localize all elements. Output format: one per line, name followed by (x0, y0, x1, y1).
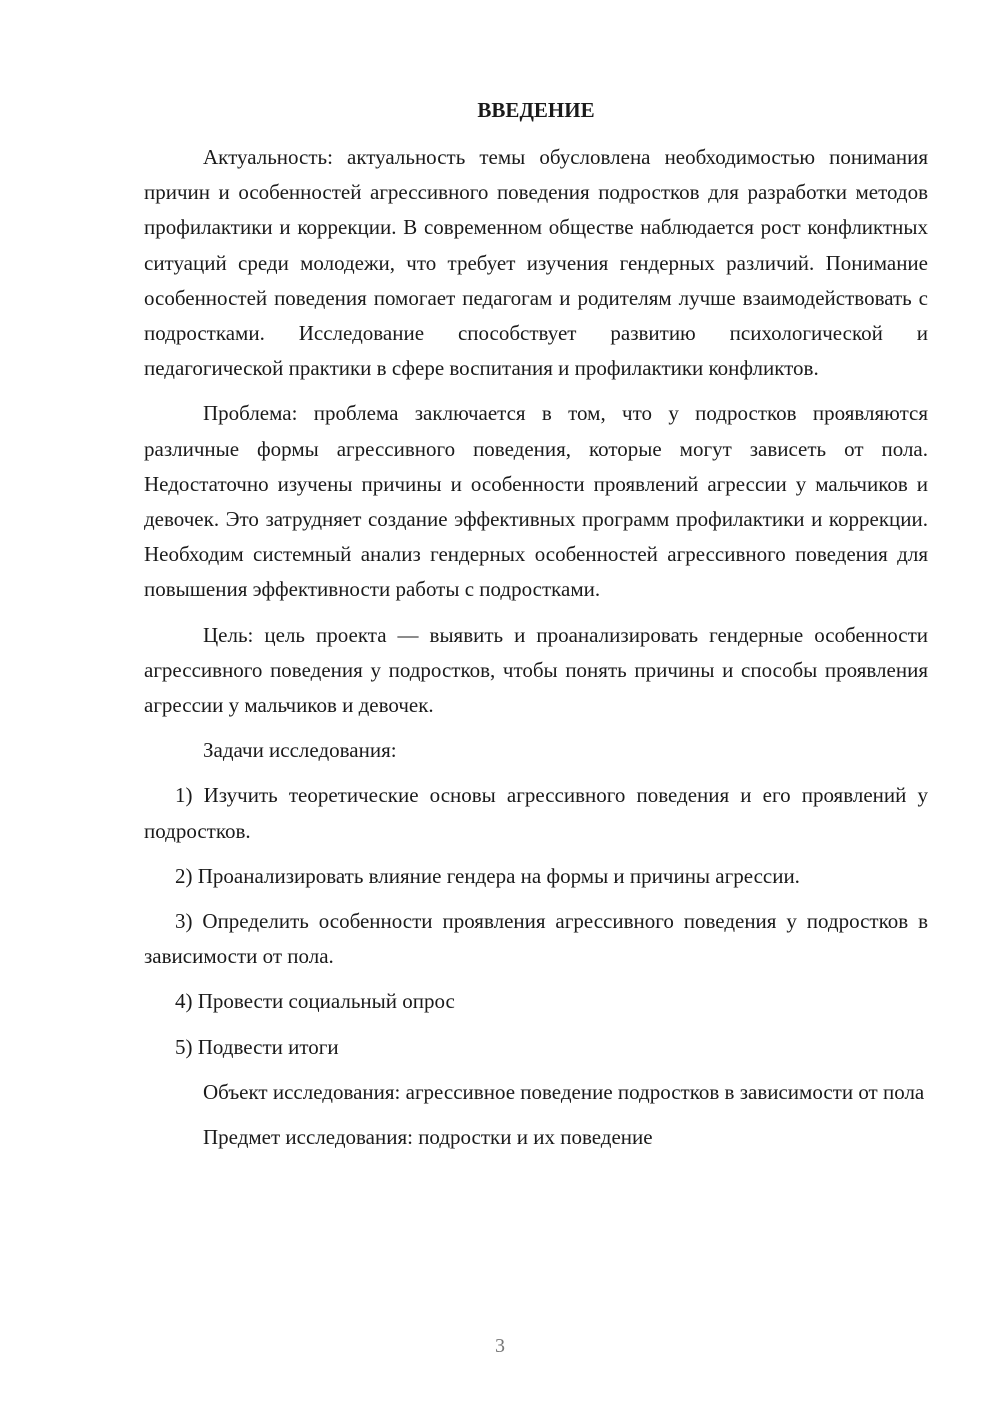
object-paragraph: Объект исследования: агрессивное поведение подростков в зависимости от пола (203, 1079, 925, 1104)
task-item: 1) Изучить теоретические основы агрессивного поведения и его проявлений у подростков. (144, 783, 928, 843)
problem-paragraph: Проблема: проблема заключается в том, что у подростков проявляются различные формы агрессивного поведения, которые могут зависеть от пола. Недостаточно изучены причины и особенности проявлений агрессии у мальчиков и девочек. Это затрудняет создание эффективных программ профилактики и коррекции. Необходим системный анализ гендерных особенностей агрессивного поведения для повышения эффективности работы с подростками. (144, 401, 928, 602)
task-item: 3) Определить особенности проявления агрессивного поведения у подростков в зависимости от пола. (144, 909, 928, 969)
task-item: 2) Проанализировать влияние гендера на формы и причины агрессии. (175, 863, 800, 888)
task-item: 5) Подвести итоги (175, 1034, 339, 1059)
section-heading: ВВЕДЕНИЕ (477, 98, 595, 122)
page-content (144, 93, 928, 1155)
tasks-title: Задачи исследования: (203, 738, 397, 763)
task-item: 4) Провести социальный опрос (175, 989, 455, 1014)
page-number: 3 (495, 1335, 505, 1357)
goal-paragraph: Цель: цель проекта — выявить и проанализировать гендерные особенности агрессивного поведения у подростков, чтобы понять причины и способы проявления агрессии у мальчиков и девочек. (144, 622, 928, 718)
relevance-paragraph: Актуальность: актуальность темы обусловлена необходимостью понимания причин и особенностей агрессивного поведения подростков для разработки методов профилактики и коррекции. В современном обществе наблюдается рост конфликтных ситуаций среди молодежи, что требует изучения гендерных различий. Понимание особенностей поведения помогает педагогам и родителям лучше взаимодействовать с подростками. Исследование способствует развитию психологической и педагогической практики в сфере воспитания и профилактики конфликтов. (144, 145, 928, 381)
subject-paragraph: Предмет исследования: подростки и их поведение (203, 1125, 653, 1150)
